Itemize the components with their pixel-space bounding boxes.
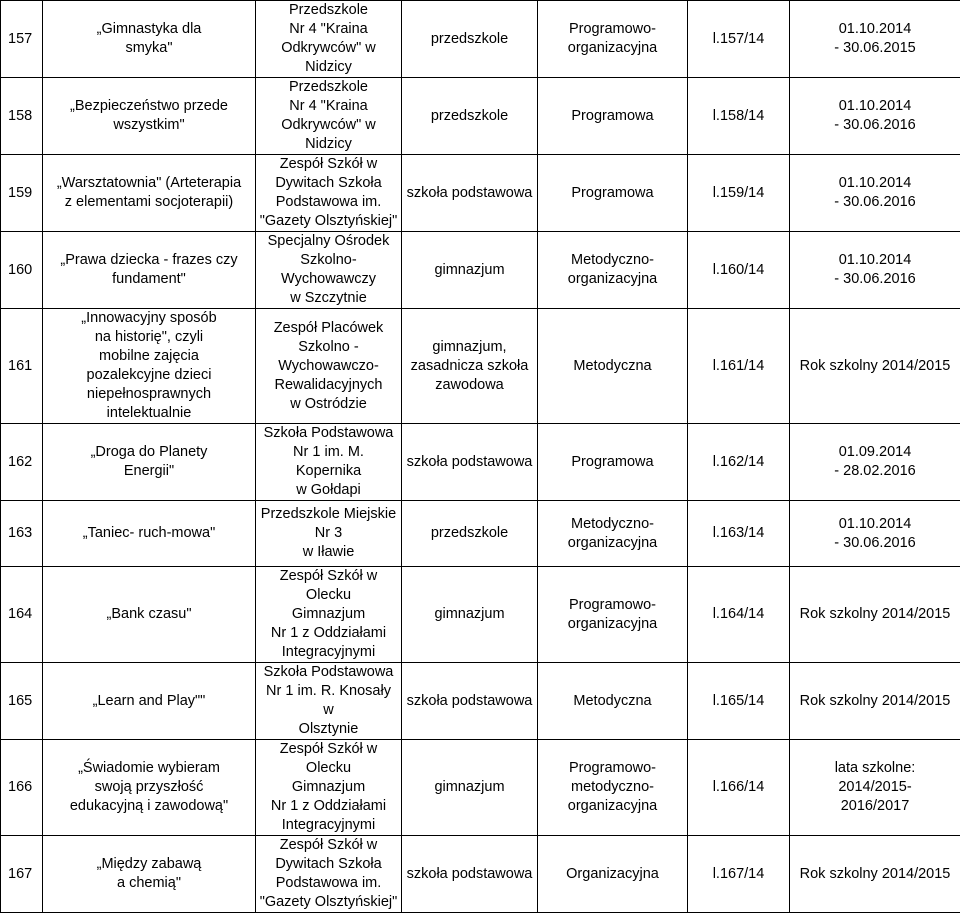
row-number: 160 <box>1 232 43 309</box>
implementation-period: 01.10.2014 - 30.06.2015 <box>790 1 960 78</box>
school-name: Przedszkole Nr 4 "Kraina Odkrywców" w Nidzicy <box>256 78 402 155</box>
school-type: gimnazjum <box>402 567 538 663</box>
school-type: gimnazjum, zasadnicza szkoła zawodowa <box>402 309 538 424</box>
school-type: szkoła podstawowa <box>402 836 538 913</box>
registration-number: l.167/14 <box>688 836 790 913</box>
row-number: 162 <box>1 424 43 501</box>
school-type: gimnazjum <box>402 232 538 309</box>
project-title: „Droga do Planety Energii" <box>43 424 256 501</box>
innovation-type: Metodyczna <box>538 309 688 424</box>
school-type: przedszkole <box>402 501 538 567</box>
project-title: „Świadomie wybieram swoją przyszłość edukacyjną i zawodową" <box>43 740 256 836</box>
school-name: Szkoła Podstawowa Nr 1 im. R. Knosały w Olsztynie <box>256 663 402 740</box>
school-type: szkoła podstawowa <box>402 155 538 232</box>
project-title: „Innowacyjny sposób na historię", czyli mobilne zajęcia pozalekcyjne dzieci niepełnosprawnych intelektualnie <box>43 309 256 424</box>
project-title: „Warsztatownia" (Arteterapia z elementami socjoterapii) <box>43 155 256 232</box>
school-type: gimnazjum <box>402 740 538 836</box>
row-number: 167 <box>1 836 43 913</box>
table-row <box>1 501 960 567</box>
table-row <box>1 663 960 740</box>
implementation-period: 01.09.2014 - 28.02.2016 <box>790 424 960 501</box>
table-row <box>1 232 960 309</box>
row-number: 163 <box>1 501 43 567</box>
school-type: szkoła podstawowa <box>402 424 538 501</box>
implementation-period: Rok szkolny 2014/2015 <box>790 567 960 663</box>
implementation-period: Rok szkolny 2014/2015 <box>790 836 960 913</box>
school-name: Zespół Placówek Szkolno - Wychowawczo- Rewalidacyjnych w Ostródzie <box>256 309 402 424</box>
school-name: Zespół Szkół w Olecku Gimnazjum Nr 1 z Oddziałami Integracyjnymi <box>256 567 402 663</box>
registration-number: l.158/14 <box>688 78 790 155</box>
school-name: Przedszkole Nr 4 "Kraina Odkrywców" w Nidzicy <box>256 1 402 78</box>
row-number: 166 <box>1 740 43 836</box>
school-name: Zespół Szkół w Dywitach Szkoła Podstawowa im. "Gazety Olsztyńskiej" <box>256 836 402 913</box>
project-title: „Gimnastyka dla smyka" <box>43 1 256 78</box>
row-number: 159 <box>1 155 43 232</box>
implementation-period: Rok szkolny 2014/2015 <box>790 663 960 740</box>
innovation-type: Metodyczno- organizacyjna <box>538 501 688 567</box>
row-number: 165 <box>1 663 43 740</box>
innovation-type: Programowa <box>538 155 688 232</box>
implementation-period: 01.10.2014 - 30.06.2016 <box>790 232 960 309</box>
project-title: „Prawa dziecka - frazes czy fundament" <box>43 232 256 309</box>
project-title: „Między zabawą a chemią" <box>43 836 256 913</box>
school-name: Przedszkole Miejskie Nr 3 w Iławie <box>256 501 402 567</box>
table-row <box>1 1 960 78</box>
implementation-period: 01.10.2014 - 30.06.2016 <box>790 501 960 567</box>
innovation-type: Programowa <box>538 78 688 155</box>
school-type: szkoła podstawowa <box>402 663 538 740</box>
table-row <box>1 155 960 232</box>
table-row <box>1 740 960 836</box>
registration-number: l.160/14 <box>688 232 790 309</box>
row-number: 157 <box>1 1 43 78</box>
registration-number: l.162/14 <box>688 424 790 501</box>
innovation-type: Metodyczno- organizacyjna <box>538 232 688 309</box>
row-number: 158 <box>1 78 43 155</box>
innovation-type: Programowo- organizacyjna <box>538 567 688 663</box>
school-name: Specjalny Ośrodek Szkolno- Wychowawczy w Szczytnie <box>256 232 402 309</box>
school-name: Zespół Szkół w Olecku Gimnazjum Nr 1 z Oddziałami Integracyjnymi <box>256 740 402 836</box>
registration-number: l.165/14 <box>688 663 790 740</box>
project-title: „Taniec- ruch-mowa" <box>43 501 256 567</box>
registration-number: l.157/14 <box>688 1 790 78</box>
innovation-type: Programowo- organizacyjna <box>538 1 688 78</box>
table-row <box>1 309 960 424</box>
school-name: Szkoła Podstawowa Nr 1 im. M. Kopernika w Gołdapi <box>256 424 402 501</box>
registration-number: l.161/14 <box>688 309 790 424</box>
innovation-type: Programowa <box>538 424 688 501</box>
registration-number: l.163/14 <box>688 501 790 567</box>
innovation-type: Metodyczna <box>538 663 688 740</box>
school-type: przedszkole <box>402 1 538 78</box>
registration-number: l.159/14 <box>688 155 790 232</box>
school-type: przedszkole <box>402 78 538 155</box>
table-row <box>1 567 960 663</box>
table-row <box>1 78 960 155</box>
school-name: Zespół Szkół w Dywitach Szkoła Podstawowa im. "Gazety Olsztyńskiej" <box>256 155 402 232</box>
table-row <box>1 424 960 501</box>
registration-number: l.166/14 <box>688 740 790 836</box>
row-number: 164 <box>1 567 43 663</box>
row-number: 161 <box>1 309 43 424</box>
project-title: „Bezpieczeństwo przede wszystkim" <box>43 78 256 155</box>
table-row <box>1 836 960 913</box>
innovation-type: Programowo- metodyczno- organizacyjna <box>538 740 688 836</box>
innovation-type: Organizacyjna <box>538 836 688 913</box>
registration-number: l.164/14 <box>688 567 790 663</box>
implementation-period: 01.10.2014 - 30.06.2016 <box>790 155 960 232</box>
implementation-period: Rok szkolny 2014/2015 <box>790 309 960 424</box>
implementation-period: 01.10.2014 - 30.06.2016 <box>790 78 960 155</box>
project-title: „Learn and Play"" <box>43 663 256 740</box>
implementation-period: lata szkolne: 2014/2015- 2016/2017 <box>790 740 960 836</box>
project-title: „Bank czasu" <box>43 567 256 663</box>
